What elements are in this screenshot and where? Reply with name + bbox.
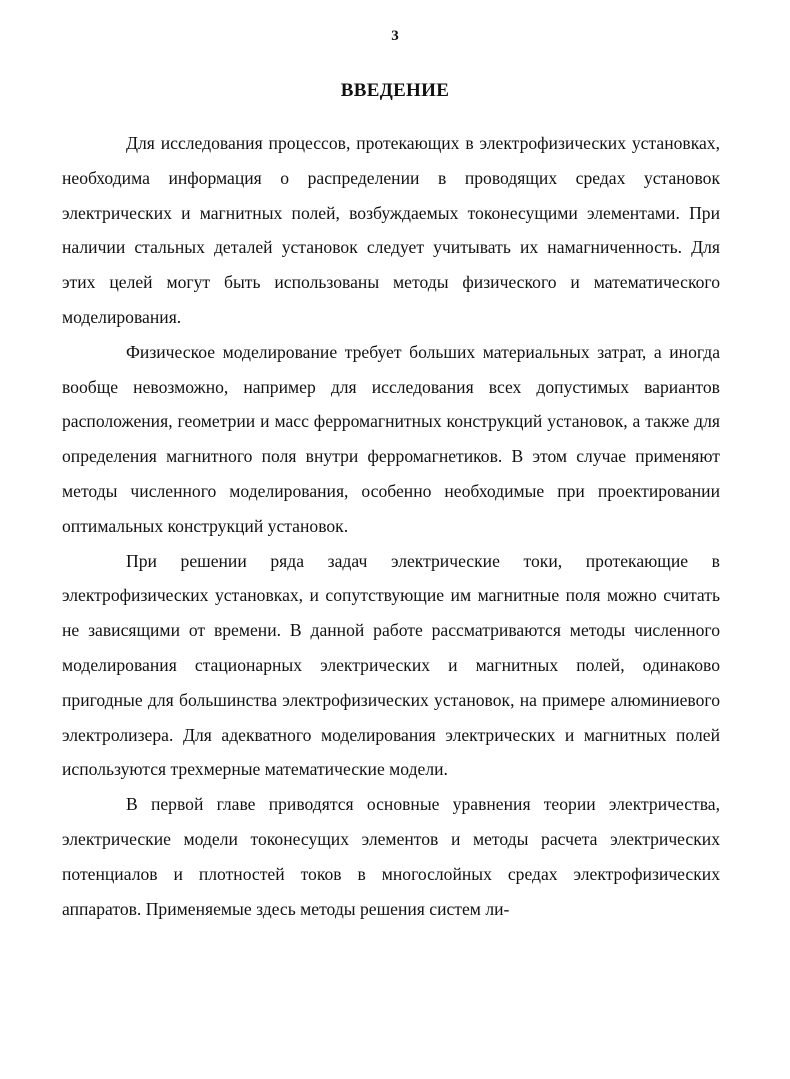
- paragraph-4: В первой главе приводятся основные уравнения теории электричества, электрические модели токонесущих элементов и методы расчета электрических потенциалов и плотностей токов в многослойных средах электрофизических аппаратов. Применяемые здесь методы решения систем ли-: [62, 794, 720, 919]
- paragraph-1: Для исследования процессов, протекающих в электрофизических установках, необходима информация о распределении в проводящих средах установок электрических и магнитных полей, возбуждаемых токонесущими элементами. При наличии стальных деталей установок следует учитывать их намагниченность. Для этих целей могут быть использованы методы физического и математического моделирования.: [62, 133, 720, 327]
- paragraph-3: При решении ряда задач электрические токи, протекающие в электрофизических установках, и сопутствующие им магнитные поля можно считать не зависящими от времени. В данной работе рассматриваются методы численного моделирования стационарных электрических и магнитных полей, одинаково пригодные для большинства электрофизических установок, на примере алюминиевого электролизера. Для адекватного моделирования электрических и магнитных полей используются трехмерные математические модели.: [62, 550, 720, 780]
- section-heading: ВВЕДЕНИЕ: [340, 80, 450, 101]
- page-number: 3: [391, 28, 399, 44]
- body-text: [62, 126, 720, 926]
- paragraph-2: Физическое моделирование требует больших материальных затрат, а иногда вообще невозможно, например для исследования всех допустимых вариантов расположения, геометрии и масс ферромагнитных конструкций установок, а также для определения магнитного поля внутри ферромагнетиков. В этом случае применяют методы численного моделирования, особенно необходимые при проектировании оптимальных конструкций установок.: [62, 341, 720, 536]
